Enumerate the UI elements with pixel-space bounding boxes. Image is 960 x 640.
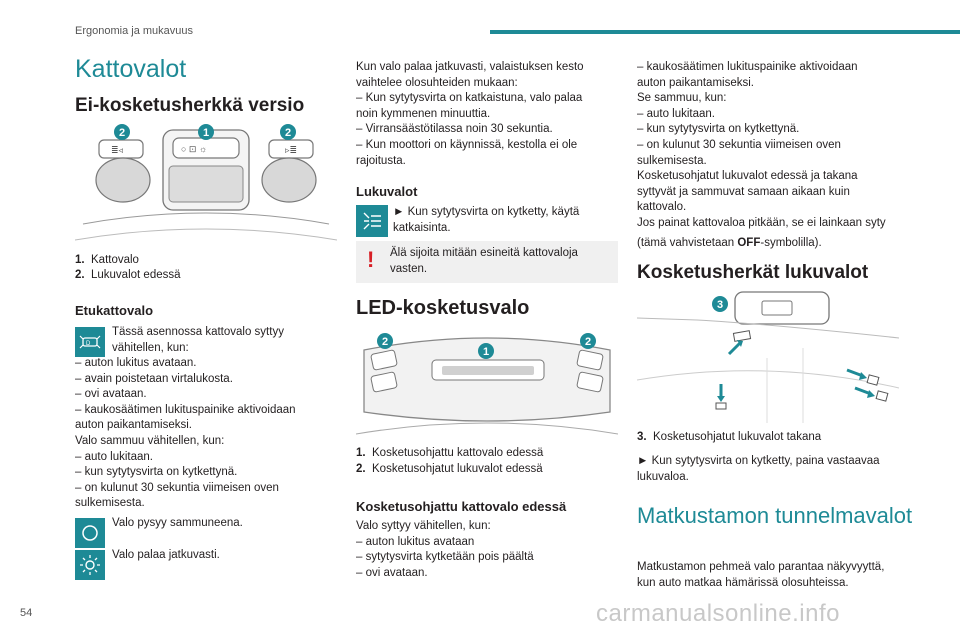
front-lamp-icon-text: Tässä asennossa kattovalo syttyy vähitellen, kun: <box>112 326 284 354</box>
touch-roof-lamp-heading: Kosketusohjattu kattovalo edessä <box>356 499 567 514</box>
led-touch-heading: LED-kosketusvalo <box>356 297 530 319</box>
svg-text:▹≣: ▹≣ <box>285 145 298 155</box>
warning-text: Älä sijoita mitään esineitä kattovaloja vasten. <box>390 247 578 275</box>
door-lamp-icon <box>75 327 105 357</box>
legend-item-3: 3. Kosketusohjatut lukuvalot takana <box>637 431 822 443</box>
page-title: Kattovalot <box>75 55 187 83</box>
front-lamp-body: – auton lukitus avataan. – avain poistetaan virtalukosta. – ovi avataan. – kaukosäätimen lukituspainike aktivoidaan auton paikantamiseksi. Valo sammuu vähitellen, kun: – auto lukitaan. – kun sytytysvirta on kytkettynä. – on kulunut 30 sekuntia viimeisen oven sulkemisesta. <box>75 357 296 510</box>
switch-off-conditions: – kaukosäätimen lukituspainike aktivoidaan auton paikantamiseksi. Se sammuu, kun: – auto lukitaan. – kun sytytysvirta on kytkettynä. – on kulunut 30 sekuntia viimeisen oven sulkemisesta. Kosketusohjatut lukuvalot edessä ja takana syttyvät ja sammuvat samaan aikaan kuin kattovalo. Jos painat kattovaloa pitkään, se ei lainkaan syty <box>637 61 886 229</box>
front-lamp-heading: Etukattovalo <box>75 303 154 318</box>
reading-lamp-icon <box>356 205 388 237</box>
header-accent-bar <box>490 30 960 34</box>
ambient-lighting-heading: Matkustamon tunnelmavalot <box>637 503 913 528</box>
svg-text:≣◃: ≣◃ <box>111 145 124 155</box>
lamp-off-text: Valo pysyy sammuneena. <box>112 517 243 529</box>
figure-label-1: 1 <box>202 127 210 139</box>
legend-item-2: 2. Kosketusohjatut lukuvalot edessä <box>356 463 543 475</box>
figure-label-2-right: 2 <box>584 336 592 348</box>
svg-text:D: D <box>86 341 91 347</box>
off-symbol-note: (tämä vahvistetaan OFF-symbolilla). <box>637 237 822 249</box>
legend-item-2: 2. Lukuvalot edessä <box>75 269 181 281</box>
watermark: carmanualsonline.info <box>596 600 840 627</box>
ambient-lighting-body: Matkustamon pehmeä valo parantaa näkyvyyttä, kun auto matkaa hämärissä olosuhteissa. <box>637 561 885 589</box>
figure-label-2-left: 2 <box>118 127 126 139</box>
legend-item-1: 1. Kosketusohjattu kattovalo edessä <box>356 447 544 459</box>
touch-reading-lamps-heading: Kosketusherkät lukuvalot <box>637 262 869 283</box>
duration-intro: Kun valo palaa jatkuvasti, valaistuksen kesto vaihtelee olosuhteiden mukaan: – Kun sytytysvirta on katkaistuna, valo palaa noin kymmenen minuuttia. – Virransäästötilassa noin 30 sekuntia. – Kun moottori on käynnissä, kestolla ei ole rajoitusta. <box>356 61 584 167</box>
lamp-off-icon <box>75 518 105 548</box>
section-heading-non-touch: Ei-kosketusherkkä versio <box>75 95 305 116</box>
reading-lamps-text: ► Kun sytytysvirta on kytketty, käytä katkaisinta. <box>393 206 580 234</box>
lamp-on-icon <box>75 550 105 580</box>
touch-roof-lamp-body: Valo syttyy vähitellen, kun: – auton lukitus avataan – sytytysvirta kytketään pois päältä – ovi avataan. <box>356 520 534 579</box>
section-header: Ergonomia ja mukavuus <box>75 25 194 37</box>
figure-label-2-right: 2 <box>284 127 292 139</box>
figure-rear-reading-lamps <box>637 288 899 423</box>
figure-label-2-left: 2 <box>381 336 389 348</box>
rear-lamp-instruction: ► Kun sytytysvirta on kytketty, paina vastaavaa lukuvaloa. <box>637 455 880 483</box>
legend-item-1: 1. Kattovalo <box>75 254 139 266</box>
figure-led-console <box>356 322 618 442</box>
figure-roof-lamp <box>75 122 337 244</box>
figure-label-1: 1 <box>482 346 490 358</box>
page-number: 54 <box>20 607 33 619</box>
svg-text:○ ⊡ ☼: ○ ⊡ ☼ <box>181 144 208 154</box>
reading-lamps-heading: Lukuvalot <box>356 184 418 199</box>
lamp-on-text: Valo palaa jatkuvasti. <box>112 549 220 561</box>
figure-label-3: 3 <box>716 299 724 311</box>
warning-icon: ! <box>367 247 375 272</box>
